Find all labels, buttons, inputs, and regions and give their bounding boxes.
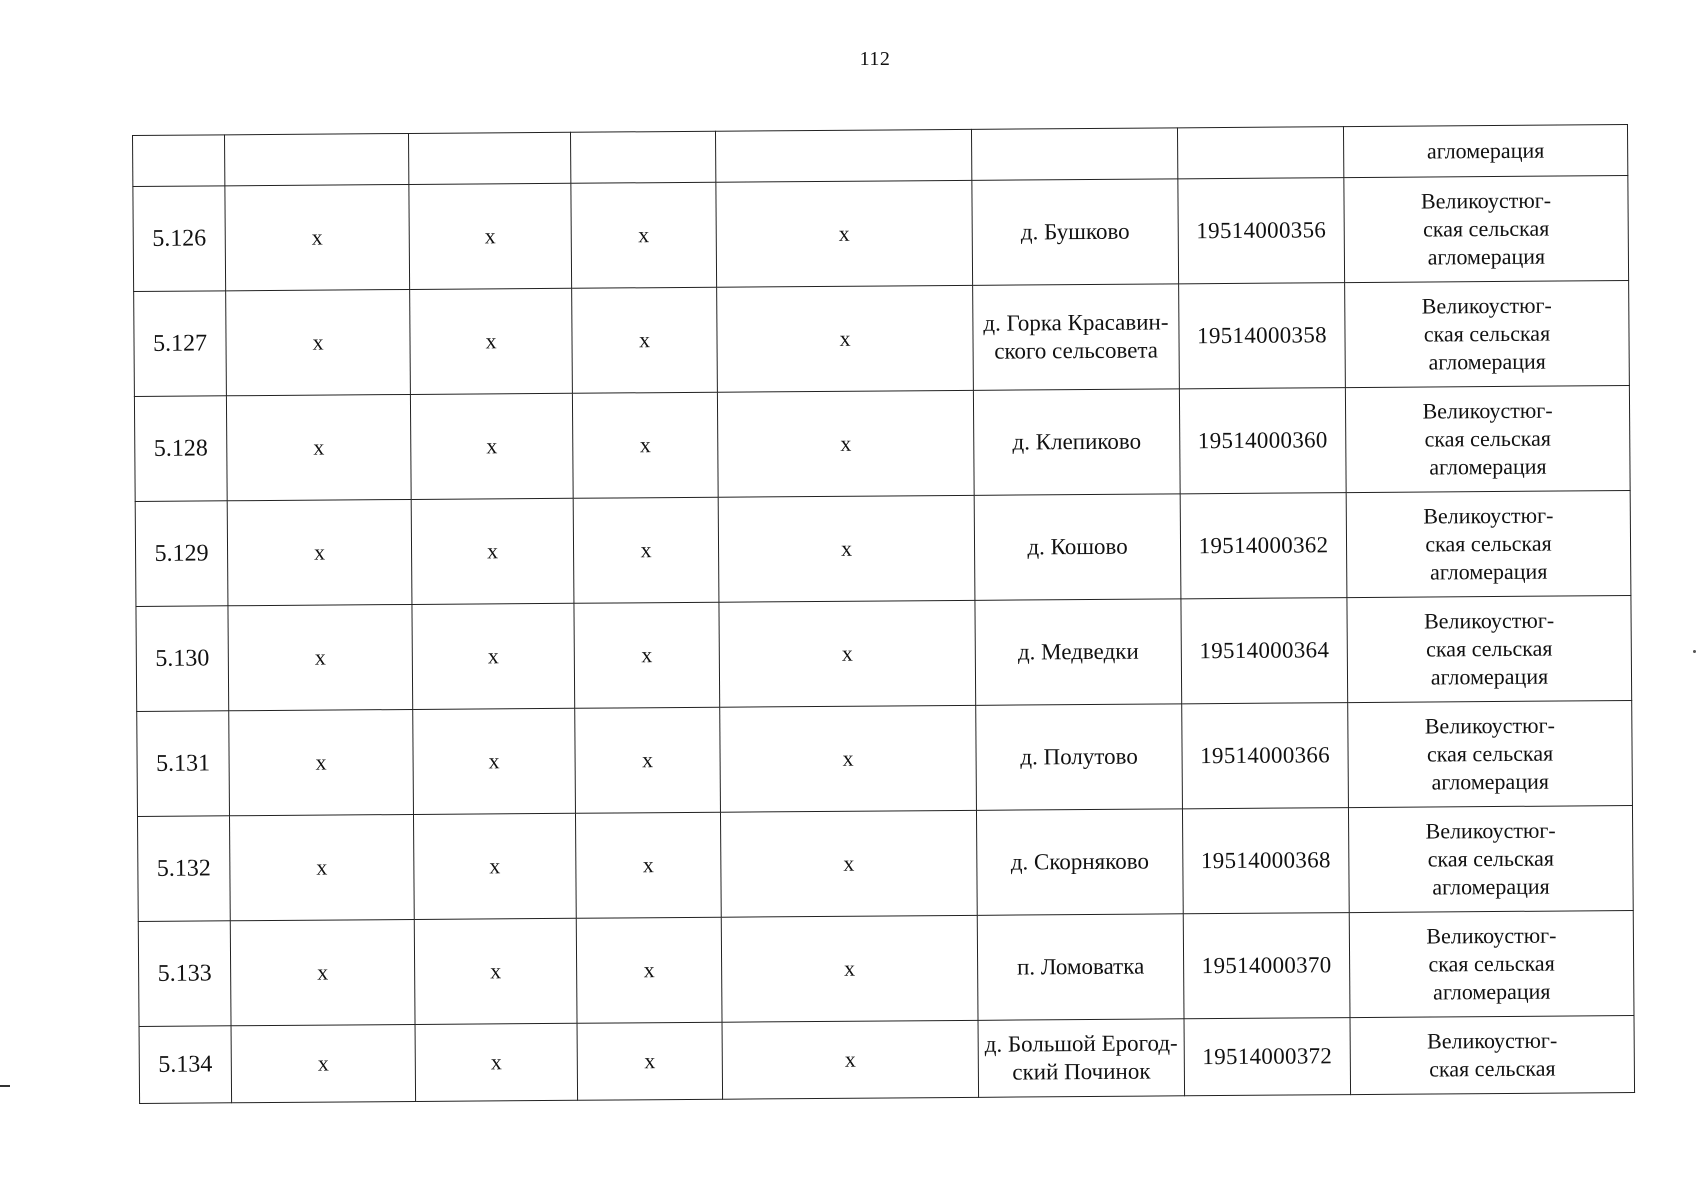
oktmo-code-cell: 19514000358 — [1179, 283, 1346, 389]
margin-mark — [0, 1085, 10, 1087]
agglomeration-line: Великоустюг- — [1423, 607, 1555, 634]
oktmo-code-cell: 19514000356 — [1178, 178, 1345, 284]
table-row — [133, 176, 1629, 292]
page-number: 112 — [859, 48, 891, 70]
x-mark-cell: x — [410, 288, 573, 394]
locality-cell: д. Бушково — [972, 179, 1179, 286]
agglomeration-cell — [1348, 701, 1633, 808]
agglomeration-cell — [1348, 806, 1633, 913]
row-number-cell: 5.129 — [135, 501, 228, 607]
margin-dot — [1693, 650, 1696, 653]
locality-cell: д. Медведки — [975, 599, 1182, 706]
oktmo-code-cell: 19514000366 — [1182, 703, 1349, 809]
x-mark-cell: x — [572, 287, 718, 393]
row-number-cell: 5.127 — [134, 291, 227, 397]
x-mark-cell: x — [717, 390, 974, 497]
locality-cell: д. Кошово — [974, 494, 1181, 601]
agglomeration-line: агломерация — [1430, 663, 1549, 690]
x-mark-cell: x — [719, 600, 976, 707]
locality-cell — [978, 1019, 1185, 1098]
x-mark-cell: x — [409, 183, 572, 289]
row-number-cell: 5.128 — [134, 396, 227, 502]
x-mark-cell: x — [575, 812, 721, 918]
row-number-cell: 5.126 — [133, 186, 226, 292]
agglomeration-line: ская сельская — [1423, 320, 1551, 347]
agglomeration-line: Великоустюг- — [1424, 712, 1556, 739]
x-mark-cell: x — [415, 1023, 578, 1101]
x-mark-cell: x — [229, 709, 414, 815]
x-mark-cell: x — [571, 182, 717, 288]
x-mark-cell: x — [225, 184, 410, 290]
x-mark-cell: x — [576, 917, 722, 1023]
locality-cell — [973, 284, 1180, 391]
table-row — [137, 806, 1633, 922]
agglomeration-cell — [1345, 281, 1630, 388]
x-mark-cell: x — [721, 915, 978, 1022]
x-mark-cell: x — [227, 499, 412, 605]
x-mark-cell: x — [410, 393, 573, 499]
table-row — [134, 281, 1630, 397]
table-cell — [133, 135, 225, 187]
x-mark-cell: x — [720, 810, 977, 917]
locality-line: д. Большой Ерогод- — [984, 1030, 1178, 1057]
table-cell — [971, 128, 1177, 181]
x-mark-cell: x — [720, 705, 977, 812]
x-mark-cell: x — [230, 919, 415, 1025]
x-mark-cell: x — [722, 1020, 979, 1099]
x-mark-cell: x — [411, 498, 574, 604]
table-cell — [408, 132, 570, 184]
table-body — [133, 125, 1635, 1104]
locality-cell: п. Ломоватка — [977, 914, 1184, 1021]
agglomeration-line: агломерация — [1428, 348, 1546, 375]
agglomeration-cell — [1346, 491, 1631, 598]
agglomeration-line: ская сельская — [1425, 530, 1552, 557]
locality-cell: д. Скорняково — [976, 809, 1183, 916]
agglomeration-cell — [1350, 1016, 1635, 1095]
agglomeration-line: ская сельская — [1424, 425, 1552, 452]
row-number-cell: 5.134 — [139, 1026, 232, 1104]
oktmo-code-cell: 19514000364 — [1181, 598, 1348, 704]
agglomeration-line: агломерация — [1431, 768, 1550, 795]
x-mark-cell: x — [575, 707, 721, 813]
table-container — [132, 124, 1634, 1104]
agglomeration-line: Великоустюг- — [1427, 1027, 1558, 1054]
locality-cell: д. Клепиково — [973, 389, 1180, 496]
locality-line: д. Горка Красавин- — [983, 309, 1169, 336]
oktmo-code-cell: 19514000362 — [1180, 493, 1347, 599]
x-mark-cell: x — [231, 1024, 416, 1102]
row-number-cell: 5.131 — [137, 711, 230, 817]
agglomeration-line: Великоустюг- — [1423, 502, 1554, 529]
x-mark-cell: x — [226, 289, 411, 395]
row-number-cell: 5.130 — [136, 606, 229, 712]
x-mark-cell: x — [577, 1022, 723, 1100]
x-mark-cell: x — [413, 813, 576, 919]
agglomeration-line: ская сельская — [1427, 845, 1555, 872]
oktmo-code-cell: 19514000370 — [1183, 913, 1350, 1019]
agglomeration-line: агломерация — [1432, 873, 1550, 900]
x-mark-cell: x — [226, 394, 411, 500]
locality-cell: д. Полутово — [976, 704, 1183, 811]
agglomeration-line: агломерация — [1429, 558, 1548, 585]
agglomeration-line: агломерация — [1429, 453, 1547, 480]
agglomeration-cell — [1347, 596, 1632, 703]
locality-line: ского сельсовета — [994, 337, 1159, 364]
x-mark-cell: x — [717, 285, 974, 392]
x-mark-cell: x — [228, 604, 413, 710]
oktmo-code-cell: 19514000360 — [1179, 388, 1346, 494]
oktmo-code-cell: 19514000372 — [1184, 1018, 1351, 1096]
agglomeration-line: ская сельская — [1422, 215, 1550, 242]
x-mark-cell: x — [716, 180, 973, 287]
table-row — [135, 491, 1631, 607]
x-mark-cell: x — [718, 495, 975, 602]
table-row — [137, 701, 1633, 817]
table-cell — [715, 129, 971, 182]
agglomeration-line: ская сельская — [1429, 1055, 1556, 1082]
table-cell — [570, 131, 715, 183]
locality-line: ский Починок — [1012, 1058, 1151, 1085]
row-number-cell: 5.132 — [137, 816, 230, 922]
agglomeration-line: Великоустюг- — [1421, 292, 1552, 319]
x-mark-cell: x — [574, 602, 720, 708]
x-mark-cell: x — [229, 814, 414, 920]
agglomeration-line: ская сельская — [1426, 635, 1553, 662]
agglomeration-line: агломерация — [1433, 978, 1551, 1005]
agglomeration-line: Великоустюг- — [1420, 187, 1552, 214]
agglomeration-cell: агломерация — [1343, 125, 1627, 178]
x-mark-cell: x — [573, 497, 719, 603]
table-row — [134, 386, 1630, 502]
agglomeration-cell — [1345, 386, 1630, 493]
x-mark-cell: x — [572, 392, 718, 498]
agglomeration-cell — [1349, 911, 1634, 1018]
x-mark-cell: x — [412, 603, 575, 709]
table-row — [138, 911, 1634, 1027]
table-cell — [1177, 127, 1343, 179]
agglomeration-line: агломерация — [1427, 243, 1546, 270]
table-cell — [225, 133, 409, 185]
agglomeration-line: Великоустюг- — [1426, 922, 1557, 949]
agglomeration-line: Великоустюг- — [1425, 817, 1556, 844]
table-row — [136, 596, 1632, 712]
x-mark-cell: x — [414, 918, 577, 1024]
agglomeration-line: ская сельская — [1426, 740, 1554, 767]
agglomeration-line: ская сельская — [1428, 950, 1555, 977]
settlements-table — [132, 124, 1635, 1104]
agglomeration-line: Великоустюг- — [1422, 397, 1553, 424]
x-mark-cell: x — [413, 708, 576, 814]
oktmo-code-cell: 19514000368 — [1182, 808, 1349, 914]
table-row — [139, 1016, 1635, 1104]
agglomeration-cell — [1344, 176, 1629, 283]
row-number-cell: 5.133 — [138, 921, 231, 1027]
